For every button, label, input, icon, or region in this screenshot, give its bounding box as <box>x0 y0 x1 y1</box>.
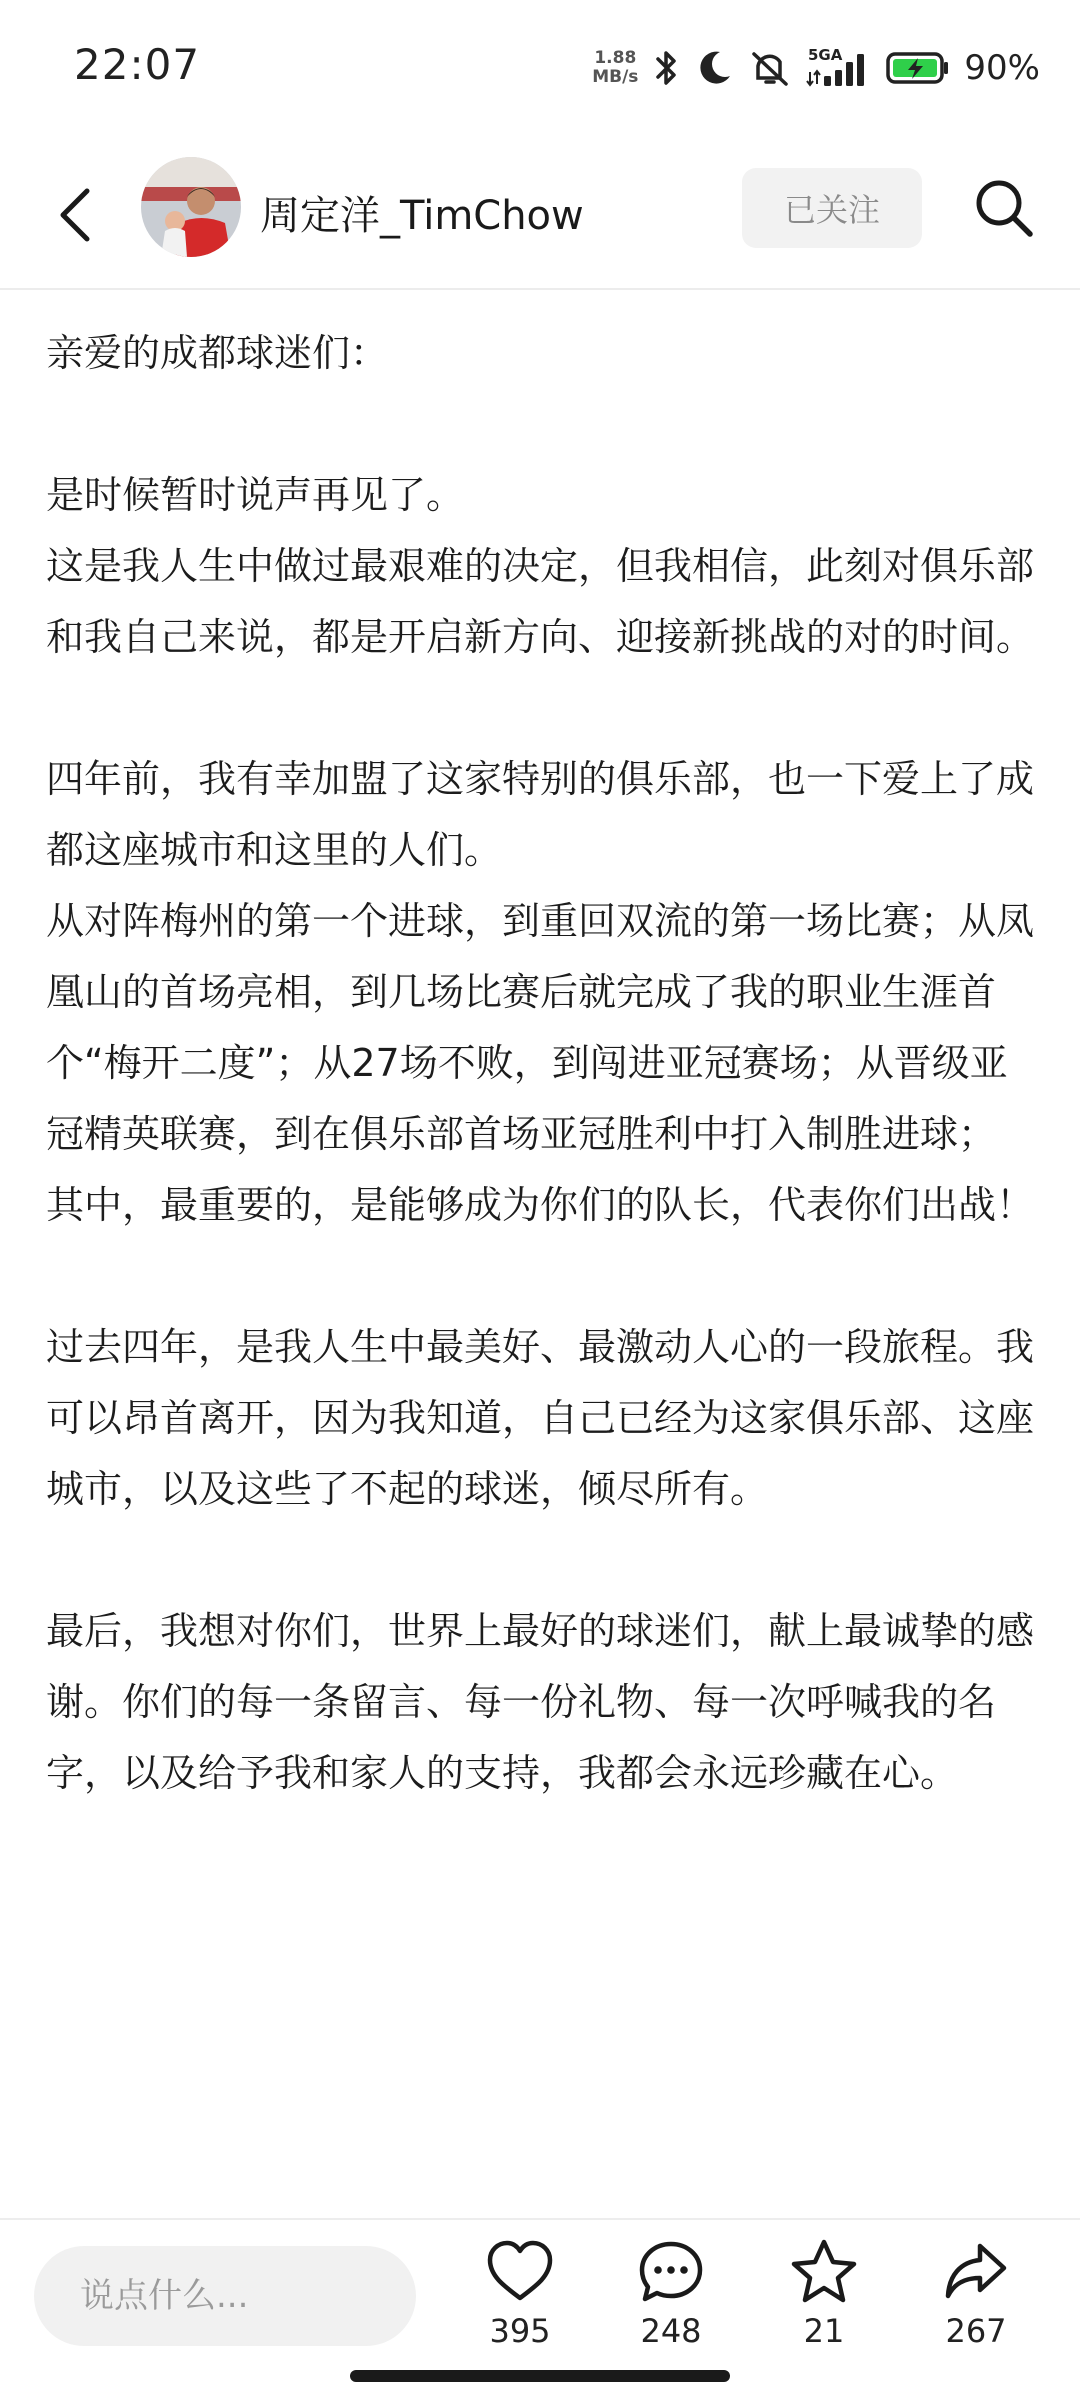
battery-percentage: 90% <box>964 48 1040 88</box>
search-icon <box>972 176 1036 240</box>
back-icon <box>55 185 95 245</box>
search-button[interactable] <box>965 168 1043 248</box>
share-icon <box>940 2236 1012 2308</box>
bluetooth-icon <box>652 46 682 90</box>
network-type-label: 5GA <box>808 46 843 64</box>
article-paragraph: 四年前，我有幸加盟了这家特别的俱乐部，也一下爱上了成都这座城市和这里的人们。 从对阵梅州的第一个进球，到重回双流的第一场比赛；从凤凰山的首场亮相，到几场比赛后就完成了我的职业生涯首个“梅开二度”；从27场不败，到闯进亚冠赛场；从晋级亚冠精英联赛，到在俱乐部首场亚冠胜利中打入制胜进球； 其中，最重要的，是能够成为你们的队长，代表你们出战！ <box>46 757 1035 1227</box>
signal-icon <box>806 46 872 90</box>
network-speed-value: 1.88 <box>594 48 637 68</box>
back-button[interactable] <box>40 170 110 260</box>
comment-icon <box>635 2236 707 2308</box>
avatar[interactable] <box>141 157 241 257</box>
paragraph-gap <box>46 389 1036 460</box>
mute-icon <box>748 46 792 90</box>
paragraph-gap <box>46 1241 1036 1312</box>
status-icons <box>592 42 1040 94</box>
status-bar <box>0 0 1080 140</box>
article-greeting: 亲爱的成都球迷们： <box>46 331 389 375</box>
article-paragraph: 过去四年，是我人生中最美好、最激动人心的一段旅程。我可以昂首离开，因为我知道，自己已经为这家俱乐部、这座城市，以及这些了不起的球迷，倾尽所有。 <box>46 1325 1035 1511</box>
paragraph-gap <box>46 673 1036 744</box>
home-indicator[interactable] <box>350 2370 730 2382</box>
paragraph-gap <box>46 1525 1036 1596</box>
author-name[interactable]: 周定洋_TimChow <box>260 193 584 239</box>
article-paragraph: 是时候暂时说声再见了。 这是我人生中做过最艰难的决定，但我相信，此刻对俱乐部和我自己来说，都是开启新方向、迎接新挑战的对的时间。 <box>46 473 1035 659</box>
share-button[interactable] <box>921 2236 1031 2372</box>
moon-icon <box>696 46 734 90</box>
like-button[interactable] <box>465 2236 575 2372</box>
battery-icon <box>886 46 950 90</box>
status-time: 22:07 <box>74 40 201 89</box>
network-speed-unit: MB/s <box>592 67 639 87</box>
follow-button[interactable]: 已关注 <box>742 168 922 248</box>
comment-input[interactable] <box>34 2246 416 2346</box>
share-count: 267 <box>945 2312 1007 2350</box>
favorite-count: 21 <box>803 2312 845 2350</box>
nav-bar <box>0 140 1080 290</box>
network-speed <box>592 49 638 87</box>
favorite-button[interactable] <box>769 2236 879 2372</box>
comment-count: 248 <box>640 2312 702 2350</box>
star-icon <box>788 2236 860 2308</box>
heart-icon <box>484 2236 556 2308</box>
comment-button[interactable] <box>616 2236 726 2372</box>
like-count: 395 <box>489 2312 551 2350</box>
article-body <box>46 318 1036 1809</box>
article-paragraph: 最后，我想对你们，世界上最好的球迷们，献上最诚挚的感谢。你们的每一条留言、每一份礼物、每一次呼喊我的名字，以及给予我和家人的支持，我都会永远珍藏在心。 <box>46 1609 1035 1795</box>
